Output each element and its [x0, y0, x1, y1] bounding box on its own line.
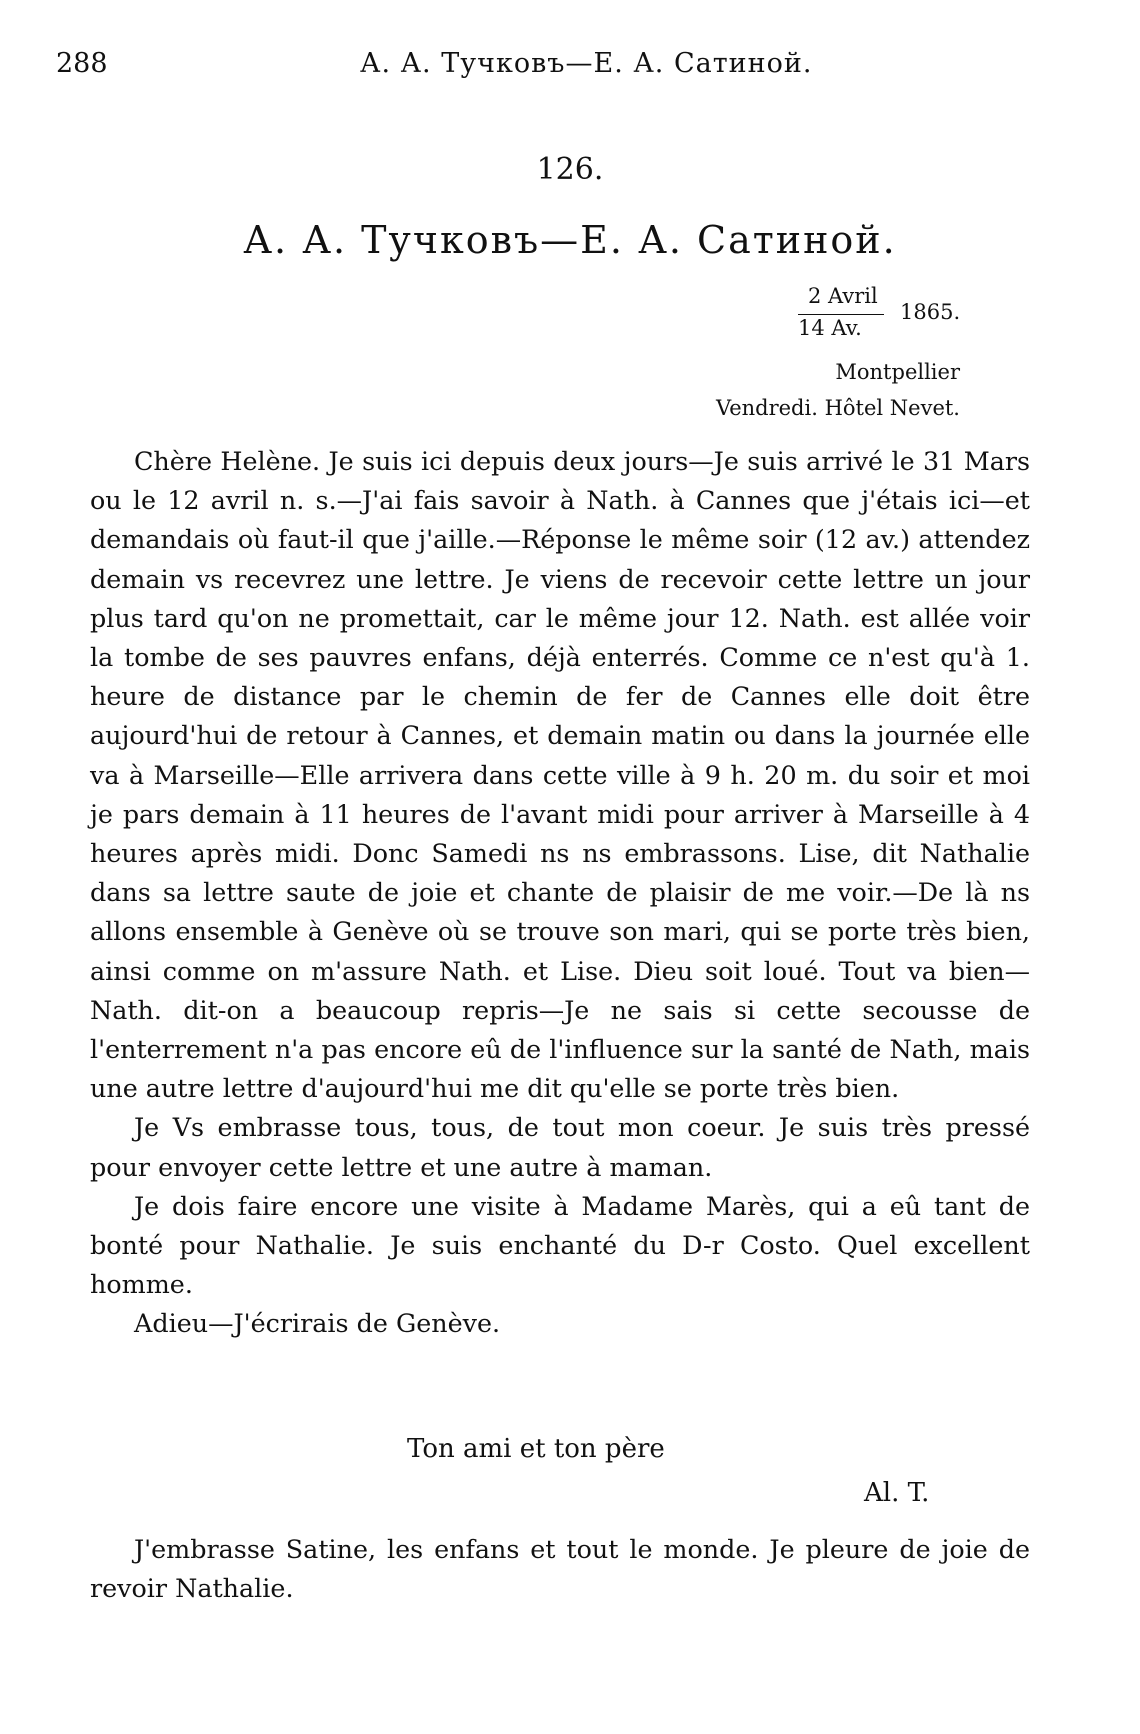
letter-body [90, 442, 1030, 1344]
body-paragraph: Chère Helène. Je suis ici depuis deux jours—Je suis arrivé le 31 Mars ou le 12 avril n. s.—J'ai fais savoir à Nath. à Cannes que j'étais ici—et demandais où faut-il que j'aille.—Réponse le même soir (12 av.) attendez demain vs recevrez une lettre. Je viens de recevoir cette lettre un jour plus tard qu'on ne promettait, car le même jour 12. Nath. est allée voir la tombe de ses pauvres enfans, déjà enterrés. Comme ce n'est qu'à 1. heure de distance par le chemin de fer de Cannes elle doit être aujourd'hui de retour à Cannes, et demain matin ou dans la journée elle va à Marseille—Elle arrivera dans cette ville à 9 h. 20 m. du soir et moi je pars demain à 11 heures de l'avant midi pour arriver à Marseille à 4 heures après midi. Donc Samedi ns ns embrassons. Lise, dit Nathalie dans sa lettre saute de joie et chante de plaisir de me voir.—De là ns allons ensemble à Genève où se trouve son mari, qui se porte très bien, ainsi comme on m'assure Nath. et Lise. Dieu soit loué. Tout va bien—Nath. dit-on a beaucoup repris—Je ne sais si cette secousse de l'enterrement n'a pas encore eû de l'influence sur la santé de Nath, mais une autre lettre d'aujourd'hui me dit qu'elle se porte très bien. [90, 446, 1030, 1104]
page-number: 288 [56, 48, 108, 79]
letter-day-hotel: Vendredi. Hôtel Nevet. [715, 396, 960, 420]
letter-postscript [90, 1530, 1030, 1608]
date-old-style: 2 Avril [808, 284, 878, 308]
date-fraction-bar [798, 314, 884, 315]
date-new-style: 14 Av. [798, 316, 862, 340]
body-paragraph: Adieu—J'écrirais de Genève. [134, 1308, 501, 1339]
letter-place: Montpellier [835, 360, 960, 384]
running-title: А. А. Тучковъ—Е. А. Сатиной. [360, 48, 813, 79]
letter-number: 126. [536, 152, 604, 187]
letter-title: А. А. Тучковъ—Е. А. Сатиной. [243, 218, 897, 262]
body-paragraph: Je Vs embrasse tous, tous, de tout mon coeur. Je suis très pressé pour envoyer cette lettre et une autre à maman. [90, 1112, 1030, 1182]
postscript-paragraph: J'embrasse Satine, les enfans et tout le monde. Je pleure de joie de revoir Nathalie. [90, 1534, 1030, 1604]
letter-date [798, 284, 978, 344]
letter-signature: Al. T. [864, 1478, 930, 1508]
body-paragraph: Je dois faire encore une visite à Madame Marès, qui a eû tant de bonté pour Nathalie. Je suis enchanté du D-r Costo. Quel excellent homme. [90, 1190, 1030, 1300]
letter-closing: Ton ami et ton père [407, 1434, 665, 1464]
date-year: 1865. [900, 300, 961, 324]
